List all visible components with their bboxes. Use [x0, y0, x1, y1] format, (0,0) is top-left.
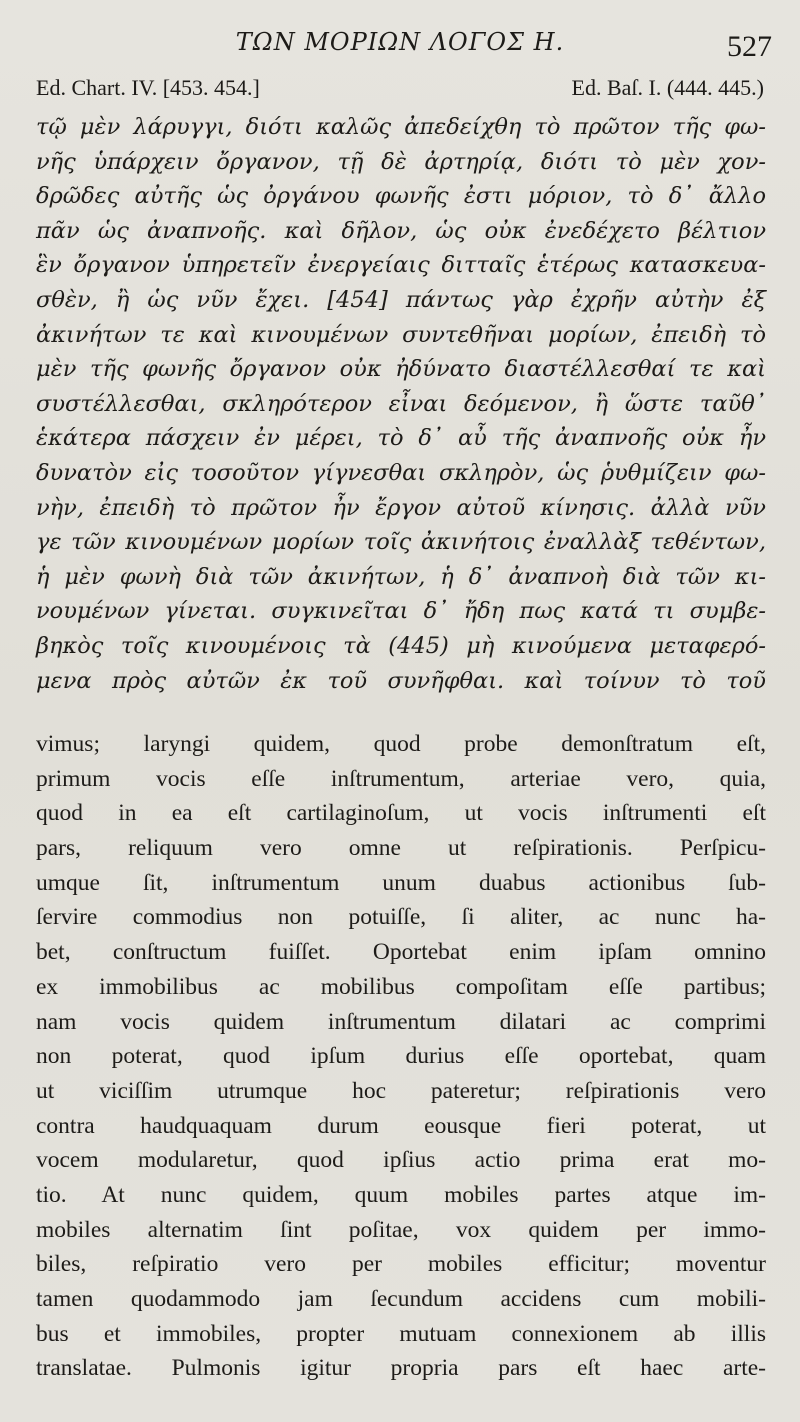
latin-line: nam vocis quidem inſtrumentum dilatari ac comprimi	[36, 1008, 766, 1035]
latin-line: bet, conſtructum fuiſſet. Oportebat enim ipſam omnino	[36, 939, 766, 966]
latin-line: ex immobilibus ac mobilibus compoſitam eſſe partibus;	[36, 973, 766, 1000]
latin-line: mobiles alternatim ſint poſitae, vox quidem per immo-	[36, 1216, 766, 1243]
latin-line: vocem modularetur, quod ipſius actio prima erat mo-	[36, 1147, 766, 1174]
greek-line: δρῶδες αὐτῆς ὡς ὀργάνου φωνῆς ἐστι μόριον, τὸ δ᾽ ἄλλο	[36, 183, 766, 210]
greek-line: ἑκάτερα πάσχειν ἐν μέρει, τὸ δ᾽ αὖ τῆς ἀναπνοῆς οὐκ ἦν	[36, 425, 766, 452]
latin-line: quod in ea eſt cartilaginoſum, ut vocis inſtrumenti eſt	[36, 800, 766, 827]
edition-reference-basel: Ed. Baſ. I. (444. 445.)	[571, 75, 764, 100]
greek-line: νῆς ὑπάρχειν ὄργανον, τῇ δὲ ἀρτηρίᾳ, διότι τὸ μὲν χον-	[36, 148, 766, 175]
greek-line: δυνατὸν εἰς τοσοῦτον γίγνεσθαι σκληρὸν, ὡς ῥυθμίζειν φω-	[36, 459, 766, 486]
greek-text-block	[36, 110, 766, 698]
greek-line: μὲν τῆς φωνῆς ὄργανον οὐκ ἠδύνατο διαστέλλεσθαί τε καὶ	[36, 356, 766, 383]
latin-line: vimus; laryngi quidem, quod probe demonſtratum eſt,	[36, 731, 766, 757]
greek-line: μενα πρὸς αὐτῶν ἐκ τοῦ συνῆφθαι. καὶ τοίνυν τὸ τοῦ	[36, 667, 766, 694]
greek-line: ἀκινήτων τε καὶ κινουμένων συντεθῆναι μορίων, ἐπειδὴ τὸ	[36, 321, 766, 348]
running-title: ΤΩΝ ΜΟΡΙΩΝ ΛΟΓΟΣ Η.	[235, 28, 565, 56]
latin-line: ut viciſſim utrumque hoc pateretur; reſpirationis vero	[36, 1077, 766, 1104]
greek-line: βηκὸς τοῖς κινουμένοις τὰ (445) μὴ κινούμενα μεταφερό-	[36, 632, 766, 659]
latin-line: pars, reliquum vero omne ut reſpirationis. Perſpicu-	[36, 835, 766, 862]
greek-line: τῷ μὲν λάρυγγι, διότι καλῶς ἀπεδείχθη τὸ πρῶτον τῆς φω-	[36, 114, 766, 140]
latin-text-block	[36, 727, 766, 1386]
greek-line: νουμένων γίνεται. συγκινεῖται δ᾽ ἤδη πως κατά τι συμβε-	[36, 598, 766, 625]
greek-line: συστέλλεσθαι, σκληρότερον εἶναι δεόμενον, ἢ ὥστε ταῦθ᾽	[36, 390, 766, 417]
latin-line: non poterat, quod ipſum durius eſſe oportebat, quam	[36, 1043, 766, 1070]
edition-reference-chartier: Ed. Chart. IV. [453. 454.]	[36, 75, 260, 100]
greek-line: ἡ μὲν φωνὴ διὰ τῶν ἀκινήτων, ἡ δ᾽ ἀναπνοὴ διὰ τῶν κι-	[36, 563, 766, 590]
latin-line: tio. At nunc quidem, quum mobiles partes atque im-	[36, 1181, 766, 1208]
latin-line: contra haudquaquam durum eousque fieri poterat, ut	[36, 1112, 766, 1139]
latin-line: ſervire commodius non potuiſſe, ſi aliter, ac nunc ha-	[36, 904, 766, 931]
greek-line: πᾶν ὡς ἀναπνοῆς. καὶ δῆλον, ὡς οὐκ ἐνεδέχετο βέλτιον	[36, 217, 766, 244]
latin-line: biles, reſpiratio vero per mobiles efficitur; moventur	[36, 1251, 766, 1278]
latin-line: bus et immobiles, propter mutuam connexionem ab illis	[36, 1320, 766, 1347]
greek-line: γε τῶν κινουμένων μορίων τοῖς ἀκινήτοις ἐναλλὰξ τεθέντων,	[36, 529, 766, 556]
latin-line: translatae. Pulmonis igitur propria pars eſt haec arte-	[36, 1355, 766, 1382]
latin-line: tamen quodammodo jam ſecundum accidens cum mobili-	[36, 1286, 766, 1312]
greek-line: νὴν, ἐπειδὴ τὸ πρῶτον ἦν ἔργον αὐτοῦ κίνησις. ἀλλὰ νῦν	[36, 494, 766, 521]
page-number: 527	[727, 30, 772, 63]
latin-line: primum vocis eſſe inſtrumentum, arteriae vero, quia,	[36, 765, 766, 792]
greek-line: ἓν ὄργανον ὑπηρετεῖν ἐνεργείαις διτταῖς ἑτέρως κατασκευα-	[36, 252, 766, 279]
latin-line: umque ſit, inſtrumentum unum duabus actionibus ſub-	[36, 869, 766, 896]
greek-line: σθὲν, ἢ ὡς νῦν ἔχει. [454] πάντως γὰρ ἐχρῆν αὐτὴν ἐξ	[36, 286, 766, 313]
